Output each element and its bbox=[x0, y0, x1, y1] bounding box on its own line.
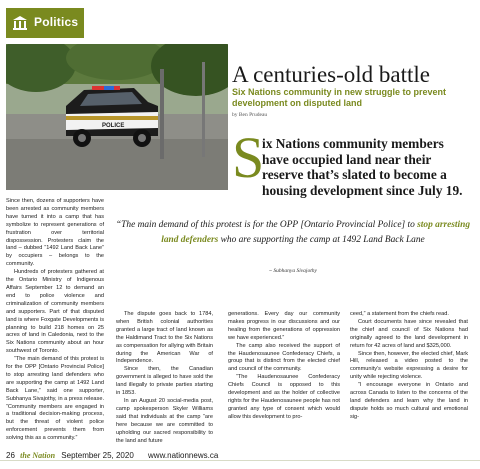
lede bbox=[232, 136, 472, 198]
footer-rule bbox=[0, 460, 480, 461]
body-column-3 bbox=[228, 311, 340, 422]
paragraph: Since then, dozens of supporters have been arrested as community members have turned it into a camp that has symbolize to represent generations of frustration over territorial dispossession. Protesters claim the land – dubbed “1492 Land Back Lane” by occupiers – belongs to the community. bbox=[6, 198, 104, 268]
pull-quote-before: “The main demand of this protest is for the OPP [Ontario Provincial Police] to bbox=[115, 220, 418, 230]
byline: by Ben Prudeau bbox=[232, 112, 268, 118]
body-column-1 bbox=[6, 198, 104, 443]
deck: Six Nations community in new struggle to prevent development on disputed land bbox=[232, 87, 447, 108]
headline: A centuries-old battle bbox=[232, 62, 430, 87]
paragraph: Since then, however, the elected chief, Mark Hill, released a video posted to the community’s website expressing a desire for unity while rejecting violence. bbox=[350, 350, 468, 381]
paragraph: Since then, the Canadian government is alleged to have sold the land illegally to private parties starting in 1853. bbox=[116, 366, 213, 397]
pull-quote-after: who are supporting the camp at 1492 Land Back Lane bbox=[218, 235, 425, 245]
pull-quote-attribution: ~ Subhanya Sivajothy bbox=[269, 268, 317, 274]
publication-name: the Nation bbox=[20, 451, 56, 460]
website-url: www.nationnews.ca bbox=[148, 451, 219, 460]
pull-quote bbox=[114, 218, 472, 248]
paragraph: Hundreds of protesters gathered at the Ontario Ministry of Indigenous Affairs September 12 to demand an end to police violence and criminalization of community members and supporters. Part of that disputed land is where Foxgate Developments is planning to build 218 homes on 25 acres of land in Caledonia, next to the Six Nations community about an hour southwest of Toronto. bbox=[6, 269, 104, 355]
paragraph: ceed,” a statement from the chiefs read. bbox=[350, 311, 449, 317]
paragraph: Court documents have since revealed that the chief and council of Six Nations had originally agreed to the land development in return for 42 acres of land and $325,000. bbox=[350, 318, 468, 349]
paragraph: “The Haudenosaunee Confederacy Chiefs Council is opposed to this development and as the holder of collective rights for the Haudenosaunee people has not granted any type of consent which would allow this development to pro- bbox=[228, 374, 340, 420]
article-photo bbox=[6, 44, 228, 190]
paragraph: In an August 20 social-media post, camp spokesperson Skyler Williams said that individuals at the camp “are here because we are committed to upholding our sacred responsibility to the land and future bbox=[116, 397, 213, 444]
paragraph: “I encourage everyone in Ontario and across Canada to listen to the concerns of the land defenders and learn why the land in dispute holds so much cultural and emotional sig- bbox=[350, 382, 468, 420]
body-column-4 bbox=[350, 311, 468, 422]
paragraph: “The main demand of this protest is for the OPP [Ontario Provincial Police] to stop arresting land defenders who are supporting the camp at 1492 Land Back Lane,” said one supporter, Subhanya Sivajothy, in a press release. “Community members are engaged in a traditional decision-making process, but the threat of violent police enforcement prevents them from solving this as a community.” bbox=[6, 356, 104, 442]
pull-quote-highlight: stop arresting land defenders bbox=[161, 220, 471, 245]
section-tab bbox=[6, 8, 84, 38]
paragraph: generations. Every day our community makes progress in our discussions and our healing from the generations of oppression we have experienced.” bbox=[228, 311, 340, 341]
paragraph: The camp also received the support of the Haudenosaunee Confederacy Chiefs, a group that is distinct from the elected chief and council of the community. bbox=[228, 342, 340, 373]
lede-first-line: ix Nations community members bbox=[262, 136, 444, 151]
body-column-2 bbox=[116, 311, 213, 445]
paragraph: The dispute goes back to 1784, when British colonial authorities granted a large tract of land known as the Haldimand Tract to the Six Nations as compensation for allying with Britain during the American War of Independence. bbox=[116, 311, 213, 365]
footer bbox=[6, 451, 218, 460]
drop-cap: S bbox=[232, 125, 265, 190]
section-label: Politics bbox=[34, 15, 79, 29]
issue-date: September 25, 2020 bbox=[61, 451, 134, 460]
page-number: 26 bbox=[6, 451, 15, 460]
parliament-building-icon bbox=[12, 15, 28, 31]
lede-rest: have occupied land near their reserve that’s slated to become a housing development since July 19. bbox=[262, 151, 463, 198]
police-label: POLICE bbox=[102, 123, 125, 129]
